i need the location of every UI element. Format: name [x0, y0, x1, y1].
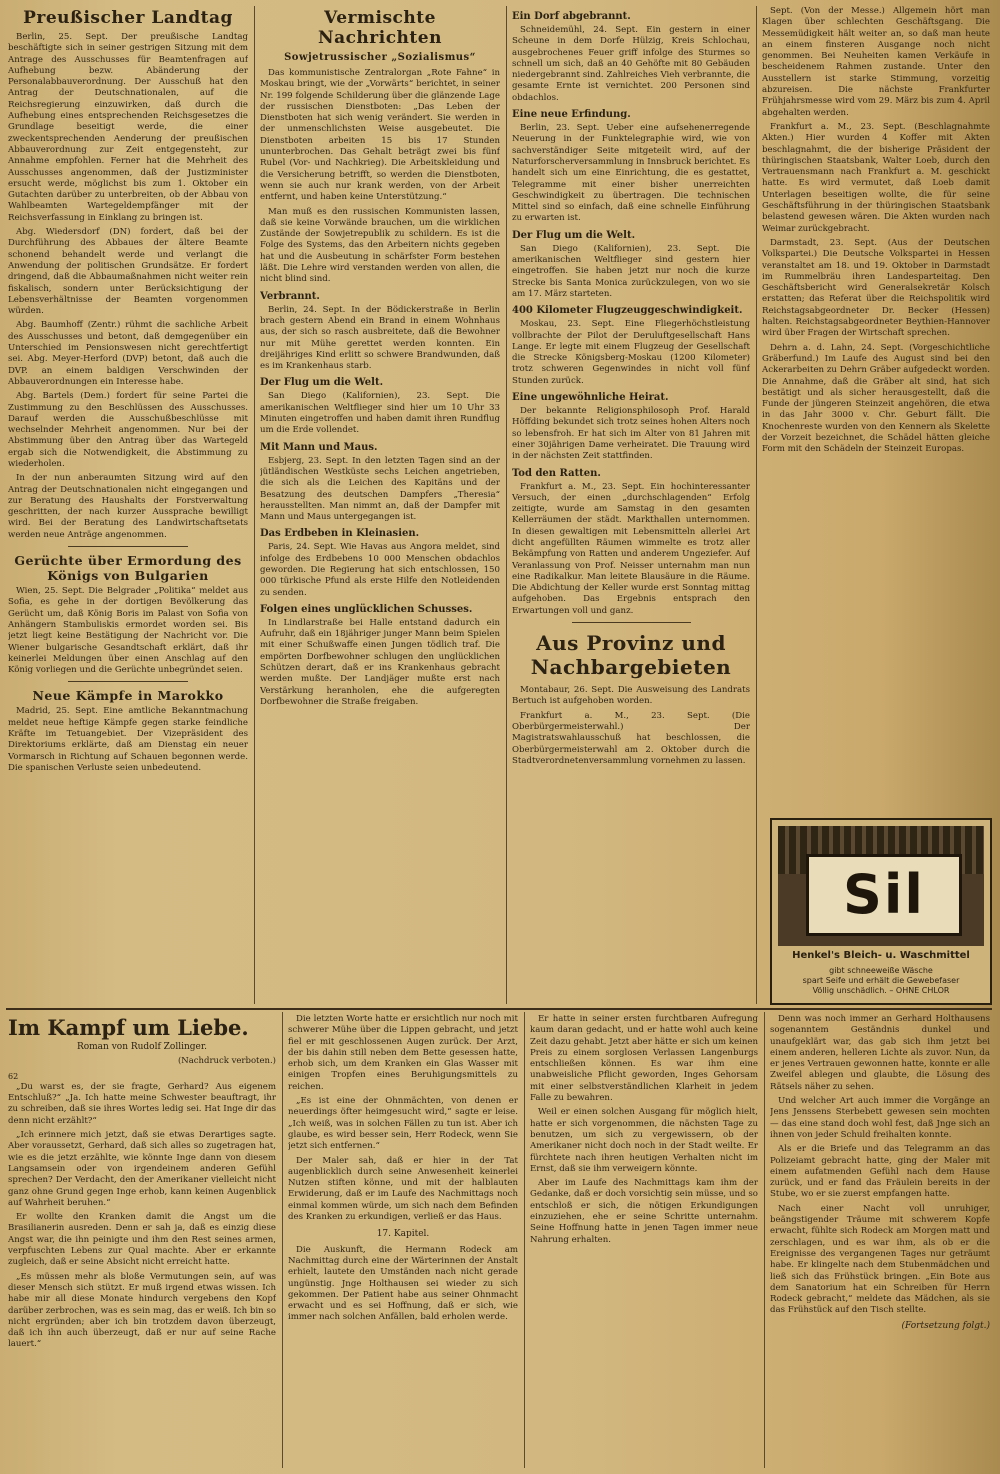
article-paragraph: Dehrn a. d. Lahn, 24. Sept. (Vorgeschichtliche Gräberfund.) Im Laufe des August sind bei den Ackerarbeiten zu Dehrn Gräber aufgedeckt worden. Die Annahme, daß die Gräber alt sind, hat sich bestätigt und als sicher herausgestellt, daß die Funde der jüngeren Steinzeit angehören, die etwa in das Jahr 3000 v. Chr. Geburt fällt. Die Knochenreste wurden von den Kennern als Skelette der Vorzeit bezeichnet, die Schädel hätten gleiche Form mit den Schädeln der Steinzeit Europas. [762, 342, 990, 455]
serial-paragraph: Aber im Laufe des Nachmittags kam ihm der Gedanke, daß er doch vorsichtig sein müsse, und so entschloß er sich, die nötigen Erkundigungen einzuziehen, ehe er seine Schritte unternahm. Seine Hoffnung hatte in jenen Tagen immer neue Nahrung erhalten. [530, 1178, 758, 1245]
article-title: Preußischer Landtag [23, 8, 233, 28]
serial-paragraph: „Es müssen mehr als bloße Vermutungen sein, auf was dieser Mensch sich stützt. Er muß irgend etwas wissen. Ich habe mir all diese Monate hindurch vergebens den Kopf darüber zerbrochen, was es sein mag, das er weiß. Ich bin so nicht ergründen; aber ich bin trotzdem davon überzeugt, daß ich ihn auch überzeugt, daß er nur auf seine Rache lauert.“ [8, 1271, 276, 1350]
ad-illustration [778, 826, 984, 946]
serial-number: 62 [8, 1071, 19, 1081]
serial-column-1 [8, 1014, 276, 1468]
article-paragraph: Abg. Bartels (Dem.) fordert für seine Partei die Zustimmung zu den Beschlüssen des Ausschusses. Darauf werden die Ausschußbeschlüsse mit wechselnder Mehrheit angenommen. Nur bei der Abstimmung über den Antrag über das Wartegeld ergab sich die Notwendigkeit, die Abstimmung zu wiederholen. [8, 391, 248, 469]
article-title: Neue Kämpfe in Marokko [32, 688, 224, 704]
article-paragraph: Abg. Wiedersdorf (DN) fordert, daß bei der Durchführung des Abbaues der ältere Beamte schonend behandelt werde und verlangt die Anwendung der politischen Grundsätze. Er fordert dringend, daß die Abbaumaßnahmen nicht weiter rein fiskalisch, sondern unter Berücksichtigung der Lebensverhältnisse der Beamten vorgenommen würden. [8, 227, 248, 317]
article-title: Tod den Ratten. [512, 467, 601, 479]
article-paragraph: Frankfurt a. M., 23. Sept. (Beschlagnahmte Akten.) Hier wurden 4 Koffer mit Akten beschlagnahmt, die der bisherige Präsident der thüringischen Staatsbank, Walter Loeb, durch den Vertrauensmann nach Frankfurt a. M. geschickt hatte. Es wird vermutet, daß Loeb damit Unterlagen beseitigen wollte, die für seine Geschäftsführung in der thüringischen Staatsbank belastend gewesen wären. Die Akten wurden nach Weimar zurückgebracht. [762, 121, 990, 234]
article-paragraph: Man muß es den russischen Kommunisten lassen, daß sie keine Vorwände brauchen, um die wirklichen Zustände der Sowjetrepublik zu schildern. Es ist die Folge des Systems, das den Arbeitern nichts gegeben hat und die Ausbeutung in schärfster Form bestehen läßt. Die Lehre wird verstanden werden von allen, die nicht blind sind. [260, 206, 500, 285]
ad-tagline [778, 966, 984, 996]
divider [68, 681, 188, 682]
column-3 [512, 6, 750, 1004]
serial-paragraph: Der Maler sah, daß er hier in der Tat augenblicklich durch seine Anwesenheit keinerlei Nutzen stiften könne, und mit der halblauten Erwiderung, daß er im Laufe des Nachmittags noch einmal kommen würde, um sich nach dem Befinden des Kranken zu erkundigen, verließ er das Haus. [288, 1155, 518, 1223]
serial-continuation: (Fortsetzung folgt.) [901, 1320, 990, 1331]
article-title: Verbrannt. [260, 290, 320, 302]
article-title: 400 Kilometer Flugzeuggeschwindigkeit. [512, 305, 743, 317]
serial-paragraph: Als er die Briefe und das Telegramm an das Polizeiamt gebracht hatte, ging der Maler mit einem aufatmenden Gefühl nach dem Hause zurück, und er fand das Fräulein bereits in der Stube, wo er sie zuerst empfangen hatte. [770, 1144, 990, 1200]
column-rule [524, 1012, 525, 1468]
serial-paragraph: „Ich erinnere mich jetzt, daß sie etwas Derartiges sagte. Aber voraussetzt, Gerhard, daß sich alles so zugetragen hat, wie es die jetzt erzählte, wie könnte Inge dann von diesem Langsamsein oder von irgendeinem anderen Gefühl sprechen? Der Verdacht, den der Amerikaner vielleicht nicht ganz ohne Grund gegen Inge erhob, kann keinen Augenblick auf Wahrheit beruhen.“ [8, 1130, 276, 1208]
article-paragraph: Madrid, 25. Sept. Eine amtliche Bekanntmachung meldet neue heftige Kämpfe gegen starke feindliche Kräfte im Tetuangebiet. Der Vizepräsident des Direktoriums erklärte, daß am Dienstag ein neuer Vormarsch in Richtung auf Schauen begonnen werde. Die spanischen Verluste seien unbedeutend. [8, 706, 248, 773]
serial-column-4 [770, 1014, 990, 1468]
serial-paragraph: Die letzten Worte hatte er ersichtlich nur noch mit schwerer Mühe über die Lippen gebracht, und jetzt fiel er mit geschlossenen Augen zurück. Der Arzt, der bis dahin still neben dem Bette gesessen hatte, erhob sich, um dem Kranken ein Glas Wasser mit einigen Tropfen eines Beruhigungsmittels zu reichen. [288, 1014, 518, 1092]
article-title: Mit Mann und Maus. [260, 441, 378, 453]
article-title: Gerüchte über Ermordung des Königs von Bulgarien [14, 553, 242, 584]
ad-brand: Henkel's Bleich- u. Waschmittel [792, 950, 970, 961]
column-rule [254, 6, 255, 1004]
column-1 [8, 6, 248, 1004]
article-paragraph: Frankfurt a. M., 23. Sept. (Die Oberbürgermeisterwahl.) Der Magistratswahlausschuß hat beschlossen, die Oberbürgermeisterwahl am 2. Oktober durch die Stadtverordnetenversammlung vornehmen zu lassen. [512, 710, 750, 766]
article-paragraph: Berlin, 23. Sept. Ueber eine aufsehenerregende Neuerung in der Funktelegraphie wird, wie von sachverständiger Seite mitgeteilt wird, auf der Naturforscherversammlung in Innsbruck berichtet. Es handelt sich um eine Einrichtung, die es gestattet, Telegramme mit einer bisher unerreichten Geschwindigkeit zu übertragen. Die technischen Mittel sind so einfach, daß eine schnelle Einführung zu erwarten ist. [512, 123, 750, 224]
article-title: Sowjetrussischer „Sozialismus“ [284, 52, 476, 63]
serial-paragraph: Weil er einen solchen Ausgang für möglich hielt, hatte er sich vorgenommen, die nächsten Tage zu benutzen, um sich zu vergewissern, ob der Amerikaner nicht doch noch in der Stadt weilte. Er fürchtete nach ihren heutigen Verhalten nicht im Ernst, daß sie ihm verweigern könnte. [530, 1107, 758, 1174]
article-paragraph: Esbjerg, 23. Sept. In den letzten Tagen sind an der jütländischen Westküste sechs Leichen angetrieben, die sich als die Leichen des Kapitäns und der Besatzung des deutschen Dampfers „Theresia“ herausstellten. Man nimmt an, daß der Dampfer mit Mann und Maus untergegangen ist. [260, 455, 500, 523]
column-4 [762, 6, 990, 812]
divider [572, 622, 691, 623]
article-title: Der Flug um die Welt. [512, 229, 636, 241]
sil-advertisement [770, 818, 992, 1005]
serial-column-3 [530, 1014, 758, 1468]
serial-paragraph: Denn was noch immer an Gerhard Holthausens sogenanntem Geständnis dunkel und unaufgeklärt war, das gab sich ihm jetzt bei einem anderen, helleren Lichte als zuvor. Nun, da er jenes Vertrauen gewonnen hatte, konnte er alle Zweifel ablegen und glaubte, die Lösung des Rätsels näher zu sehen. [770, 1014, 990, 1092]
serial-paragraph: Er hatte in seiner ersten furchtbaren Aufregung kaum daran gedacht, und er hatte wohl auch keine Zeit dazu gehabt. Jetzt aber hätte er sich um keinen Preis zu einem sorglosen Verlassen Langenburgs entschließen können. Es war ihm eine unabweisliche Pflicht geworden, Inges Gehorsam mit einer selbstverständlichen Klarheit in jedem Falle zu bewahren. [530, 1014, 758, 1104]
article-title: Eine neue Erfindung. [512, 109, 631, 121]
chapter-heading: 17. Kapitel. [376, 1229, 430, 1240]
article-paragraph: Moskau, 23. Sept. Eine Fliegerhöchstleistung vollbrachte der Pilot der Deruluftgesellschaft Hans Lange. Er legte mit einem Flugzeug der Gesellschaft die Strecke Königsberg-Moskau (1200 Kilometer) trotz schweren Gegenwindes in nicht voll fünf Stunden zurück. [512, 319, 750, 386]
serial-paragraph: Nach einer Nacht voll unruhiger, beängstigender Träume mit schwerem Kopfe erwacht, fühlte sich Rodeck am Morgen matt und zerschlagen, und es war ihm, als ob er die Ereignisse des vergangenen Tages nur geträumt habe. Er klingelte nach dem Stubenmädchen und ließ sich das Frühstück bringen. „Ein Bote aus dem Sanatorium hat ein Schreiben für Herrn Rodeck gebracht,“ meldete das Mädchen, als sie das Frühstück auf den Tisch stellte. [770, 1203, 990, 1316]
article-paragraph: Sept. (Von der Messe.) Allgemein hört man Klagen über schlechten Geschäftsgang. Die Messemüdigkeit hält weiter an, so daß man heute an einem finsteren Ausgange noch nicht genommen. Bei Neuheiten kamen Verkäufe in bescheidenem Rahmen zustande. Unter den Ausstellern ist starke Stimmung, vorzeitig abzureisen. Die nächste Frankfurter Frühjahrsmesse wird vom 29. März bis zum 4. April abgehalten werden. [762, 6, 990, 118]
article-paragraph: Wien, 25. Sept. Die Belgrader „Politika“ meldet aus Sofia, es gehe in der dortigen Bevölkerung das Gerücht um, daß König Boris im Palast von Sofia von Anhängern Stambuliskis ermordet worden sei. Bis jetzt liegt keine Bestätigung der Nachricht vor. Die Wiener bulgarische Gesandtschaft erklärt, daß ihr keinerlei Meldungen über einen Anschlag auf den König vorliegen und die Gerüchte unbegründet seien. [8, 586, 248, 676]
article-paragraph: Berlin, 25. Sept. Der preußische Landtag beschäftigte sich in seiner gestrigen Sitzung mit dem Antrage des Ausschusses für Beamtenfragen auf Aufhebung bezw. Abänderung der Personalabbauverordnung. Der Ausschuß hat den Antrag der Deutschnationalen, auf die Reichsregierung einzuwirken, daß durch die Aufhebung eines entsprechenden Reichsgesetzes die Grundlage beseitigt werde, die einer zweckentsprechenden Aenderung der preußischen Abbauverordnung zur Zeit entgegensteht, zur Annahme empfohlen. Ferner hat die Mehrheit des Ausschusses angenommen, daß der Justizminister ersucht werde, möglichst bis zum 1. Oktober ein Gutachten darüber zu unterbreiten, ob der Abbau von Wahlbeamten Wartegeldempfänger mit der Reichsverfassung in Einklang zu bringen ist. [8, 32, 248, 223]
section-title: Aus Provinz und Nachbargebieten [530, 631, 732, 680]
serial-paragraph: „Es ist eine der Ohnmächten, von denen er neuerdings öfter heimgesucht wird,“ sagte er leise. „Ich weiß, was in solchen Fällen zu tun ist. Aber ich glaube, es wird besser sein, Herr Rodeck, wenn Sie jetzt sich entfernen.“ [288, 1096, 518, 1152]
ad-tagline-line: gibt schneeweiße Wäsche [829, 966, 933, 975]
article-paragraph: Das kommunistische Zentralorgan „Rote Fahne“ in Moskau bringt, wie der „Vorwärts“ berichtet, in seiner Nr. 199 folgende Schilderung über die glänzende Lage der russischen Dienstboten: „Das Leben der Dienstboten hat sich wenig verändert. Sie werden in der unmenschlichsten Weise ausgebeutet. Die Dienstboten arbeiten 15 bis 17 Stunden ununterbrochen. Das Gehalt beträgt zwei bis fünf Rubel (Vor- und Nachkrieg). Die Arbeitskleidung und die Versicherung betrifft, so werden die Dienstboten, wenn sie auch nur krank werden, von der Arbeit entfernt, und haben keine Unterstützung.“ [260, 68, 500, 203]
divider [68, 546, 188, 547]
article-paragraph: In der nun anberaumten Sitzung wird auf den Antrag der Deutschnationalen nicht eingegangen und zur Beratung des Haushalts der Forstverwaltung geschritten, der nach kurzer Aussprache bewilligt wird. Bei der Beratung des Landwirtschaftsetats werden neue Anträge angenommen. [8, 473, 248, 540]
serial-paragraph: Die Auskunft, die Hermann Rodeck am Nachmittag durch eine der Wärterinnen der Anstalt erhielt, lautete den Umständen nach nicht gerade ungünstig. Jnge Holthausen sei wieder zu sich gekommen. Der Patient habe aus seiner Ohnmacht erwacht und es sei Hoffnung, daß er sich, wie immer nach solchen Anfällen, bald erholen werde. [288, 1244, 518, 1323]
column-rule [282, 1012, 283, 1468]
ad-tagline-line: Völlig unschädlich. – OHNE CHLOR [812, 986, 950, 995]
article-paragraph: Paris, 24. Sept. Wie Havas aus Angora meldet, sind infolge des Erdbebens 10 000 Menschen obdachlos geworden. Die Regierung hat sich entschlossen, 150 000 türkische Pfund als erste Hilfe den Notleidenden zu senden. [260, 542, 500, 598]
serial-title: Im Kampf um Liebe. [8, 1015, 249, 1040]
article-paragraph: Frankfurt a. M., 23. Sept. Ein hochinteressanter Versuch, der einen „durchschlagenden“ Erfolg zeitigte, wurde am Samstag in den gesamten Kellerräumen der städt. Markthallen unternommen. In diesen gewaltigen mit Lebensmitteln allerlei Art dicht angefüllten Räumen wimmelte es trotz aller Bekämpfung von Ratten und anderem Ungeziefer. Auf Veranlassung von Prof. Neisser unternahm man nun eine Radikalkur. Man leitete Blausäure in die Räume. Die Abdichtung der Keller wurde erst Sonntag mittag aufgehoben. Das Ergebnis entsprach den Erwartungen voll und ganz. [512, 481, 750, 616]
column-2 [260, 6, 500, 1004]
column-rule [756, 6, 757, 1004]
article-paragraph: In Lindlarstraße bei Halle entstand dadurch ein Aufruhr, daß ein 18jähriger junger Mann beim Spielen mit einer Schußwaffe einen Jungen tödlich traf. Die empörten Dorfbewohner schlugen den unglücklichen Schützen derart, daß er ins Krankenhaus gebracht werden mußte. Der Landjäger mußte erst nach Verstärkung heranholen, ehe die aufgeregten Dorfbewohner die Straße freigaben. [260, 617, 500, 707]
article-paragraph: Abg. Baumhoff (Zentr.) rühmt die sachliche Arbeit des Ausschusses und betont, daß demgegenüber ein Unterschied im Pensionswesen nicht gerechtfertigt sei. Abg. Meyer-Herford (DVP) betont, daß auch die DVP. an einem baldigen Verschwinden der Abbauverordnungen ein Interesse habe. [8, 320, 248, 387]
serial-paragraph: Er wollte den Kranken damit die Angst um die Brasilianerin ausreden. Denn er sah ja, daß es einzig diese Angst war, die ihn peinigte und ihm den Rest seines armen, verpfuschten Lebens zur Qual machte. Aber er erkannte zugleich, daß er seine Absicht nicht erreicht hatte. [8, 1212, 276, 1268]
serial-author: Roman von Rudolf Zollinger. [76, 1042, 208, 1052]
article-title: Eine ungewöhnliche Heirat. [512, 392, 669, 404]
column-rule [506, 6, 507, 1004]
article-paragraph: San Diego (Kalifornien), 23. Sept. Die amerikanischen Weltflieger sind gestern hier eingetroffen. Sie haben jetzt nur noch die kurze Strecke bis Santa Monica zurückzulegen, von wo sie am 17. März starteten. [512, 243, 750, 299]
article-title: Folgen eines unglücklichen Schusses. [260, 603, 473, 615]
serial-paragraph: „Du warst es, der sie fragte, Gerhard? Aus eigenem Entschluß?“ „Ja. Ich hatte meine Schwester beauftragt, ihr zu schreiben, daß sie ihres Wortes ledig sei. Hat Inge dir das denn nicht erzählt?“ [8, 1081, 276, 1126]
article-paragraph: Montabaur, 26. Sept. Die Ausweisung des Landrats Bertuch ist aufgehoben worden. [512, 685, 750, 707]
article-paragraph: Berlin, 24. Sept. In der Bödickerstraße in Berlin brach gestern Abend ein Brand in einem Wohnhaus aus, der sich so rasch ausbreitete, daß die Bewohner nur mit Mühe gerettet werden konnten. Ein dreijähriges Kind erlitt so schwere Brandwunden, daß es im Krankenhaus starb. [260, 304, 500, 372]
serial-note: (Nachdruck verboten.) [177, 1056, 276, 1067]
column-rule [764, 1012, 765, 1468]
article-title: Der Flug um die Welt. [260, 377, 384, 389]
ad-logo: Sil [806, 854, 962, 936]
article-title: Das Erdbeben in Kleinasien. [260, 528, 420, 540]
section-title: Vermischte Nachrichten [318, 8, 442, 48]
article-paragraph: Schneidemühl, 24. Sept. Ein gestern in einer Scheune in dem Dorfe Hülzig, Kreis Schlochau, ausgebrochenes Feuer griff infolge des Sturmes so schnell um sich, daß an 40 Gehöfte mit 80 Gebäuden niedergebrannt sind. Zahlreiches Vieh verbrannte, die gesamte Ernte ist vernichtet. 200 Personen sind obdachlos. [512, 25, 750, 103]
article-title: Ein Dorf abgebrannt. [512, 11, 631, 22]
serial-column-2 [288, 1014, 518, 1468]
article-paragraph: Darmstadt, 23. Sept. (Aus der Deutschen Volkspartei.) Die Deutsche Volkspartei in Hessen veranstaltet am 18. und 19. Oktober in Darmstadt im Rummelbräu ihren Landesparteitag. Den Geschäftsbericht wird Generalsekretär Kolsch erstatten; das Referat über die Reichspolitik wird Reichstagsabgeordneter Dr. Becker (Hessen) halten. Reichstagsabgeordneter Beythien-Hannover wird über Fragen der Wirtschaft sprechen. [762, 237, 990, 339]
serial-paragraph: Und welcher Art auch immer die Vorgänge an Jens Jenssens Sterbebett gewesen sein mochten — das eine stand doch wohl fest, daß Jnge sich an ihnen von jeder Schuld freihalten konnte. [770, 1096, 990, 1140]
article-paragraph: San Diego (Kalifornien), 23. Sept. Die amerikanischen Weltflieger sind hier um 10 Uhr 33 Minuten eingetroffen und haben damit ihren Rundflug um die Erde vollendet. [260, 391, 500, 436]
article-paragraph: Der bekannte Religionsphilosoph Prof. Harald Höffding bekundet sich trotz seines hohen Alters noch so lebensfroh. Er hat sich im Alter von 81 Jahren mit einer 30jährigen Dame verheiratet. Die Trauung wird in der nächsten Zeit stattfinden. [512, 406, 750, 462]
ad-tagline-line: spart Seife und erhält die Gewebefaser [802, 976, 960, 985]
serial-divider [6, 1008, 992, 1010]
